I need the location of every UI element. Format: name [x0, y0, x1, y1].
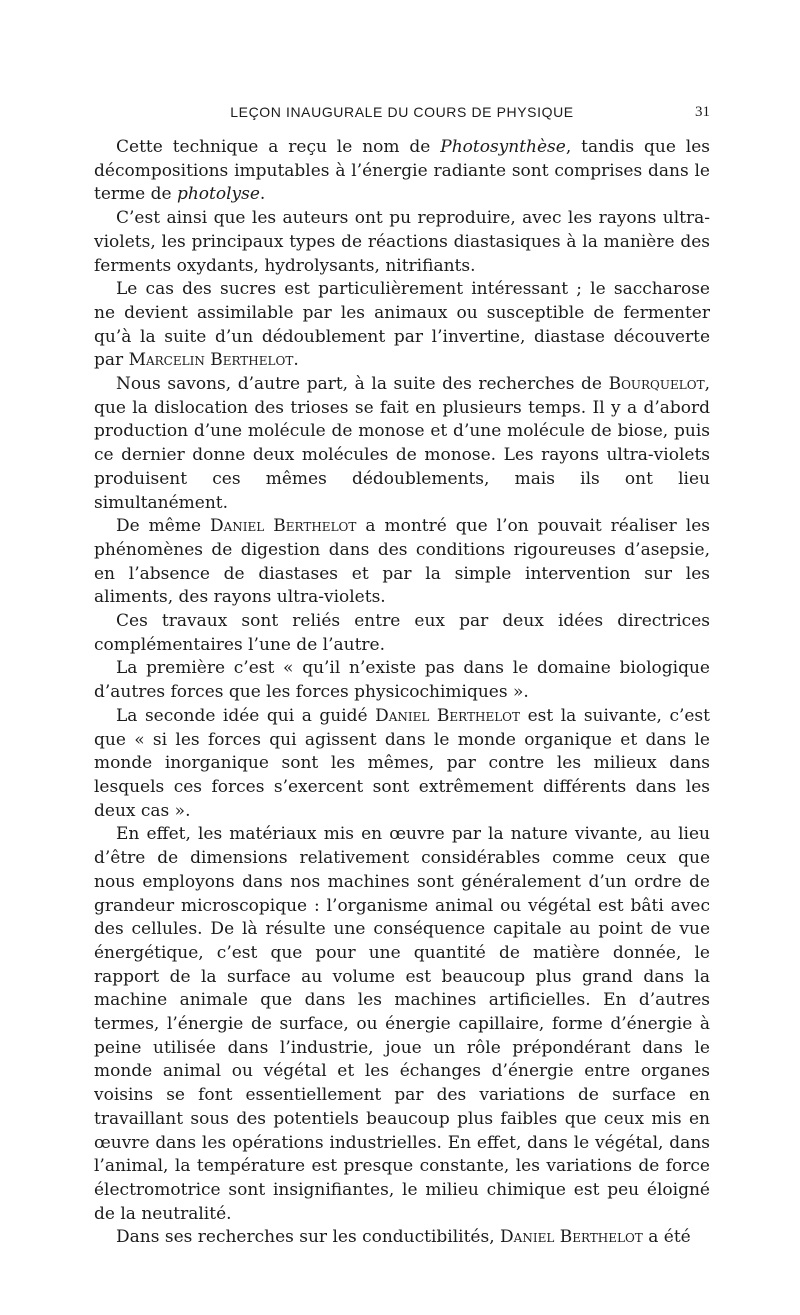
- paragraph: Ces travaux sont reliés entre eux par deux idées directrices complémentaires l’une de l’autre.: [94, 611, 710, 655]
- paragraph: C’est ainsi que les auteurs ont pu reproduire, avec les rayons ultra-violets, les principaux types de réactions diastasiques à la manière des ferments oxydants, hydrolysants, nitrifiants.: [94, 208, 710, 276]
- running-head-title: LEÇON INAUGURALE DU COURS DE PHYSIQUE: [230, 104, 574, 120]
- italic-term: Photosynthèse: [440, 137, 566, 157]
- author-name: Marcelin Berthelot: [128, 350, 294, 371]
- italic-term: photolyse: [176, 184, 260, 205]
- paragraph: Dans ses recherches sur les conductibilités, Daniel Berthelot a été: [116, 1227, 691, 1248]
- paragraph: Nous savons, d’autre part, à la suite des recherches de Bourquelot, que la dislocation des trioses se fait en plusieurs temps. Il y a d’abord production d’une molécule de monose et d’une molécule de biose, puis ce dernier donne deux molécules de monose. Les rayons ultra-violets produisent ces mêmes dédoublements, mais ils ont lieu simultanément.: [94, 374, 710, 513]
- body-text: [94, 136, 710, 1250]
- author-name: Daniel Berthelot: [210, 516, 357, 537]
- paragraph: Le cas des sucres est particulièrement intéressant ; le saccharose ne devient assimilable par les animaux ou susceptible de fermenter qu’à la suite d’un dédoublement par l’invertine, diastase découverte par Marcelin Berthelot.: [94, 279, 710, 371]
- paragraph: La première c’est « qu’il n’existe pas dans le domaine biologique d’autres forces que les forces physicochimiques ».: [94, 658, 710, 703]
- page-number: 31: [695, 104, 710, 120]
- author-name: Daniel Berthelot: [375, 705, 521, 726]
- author-name: Daniel Berthelot: [500, 1227, 643, 1248]
- running-head: [94, 100, 710, 122]
- author-name: Bourquelot: [608, 374, 705, 395]
- paragraph: En effet, les matériaux mis en œuvre par la nature vivante, au lieu d’être de dimensions relativement considérables comme ceux que nous employons dans nos machines sont généralement d’un ordre de grandeur microscopique : l’organisme animal ou végétal est bâti avec des cellules. De là résulte une conséquence capitale au point de vue énergétique, c’est que pour une quantité de matière donnée, le rapport de la surface au volume est beaucoup plus grand dans la machine animale que dans les machines artificielles. En d’autres termes, l’énergie de surface, ou énergie capillaire, forme d’énergie à peine utilisée dans l’industrie, joue un rôle prépondérant dans le monde animal ou végétal et les échanges d’énergie entre organes voisins se font essentiellement par des variations de surface en travaillant sous des potentiels beaucoup plus faibles que ceux mis en œuvre dans les opérations industrielles. En effet, dans le végétal, dans l’animal, la température est presque constante, les variations de force électromotrice sont insignifiantes, le milieu chimique est peu éloigné de la neutralité.: [94, 824, 710, 1224]
- paragraph: La seconde idée qui a guidé Daniel Berthelot est la suivante, c’est que « si les forces qui agissent dans le monde organique et dans le monde inorganique sont les mêmes, par contre les milieux dans lesquels ces forces s’exercent sont extrêmement différents dans les deux cas ».: [94, 705, 710, 821]
- paragraph: Cette technique a reçu le nom de Photosynthèse, tandis que les décompositions imputables à l’énergie radiante sont comprises dans le terme de photolyse.: [94, 137, 711, 205]
- paragraph: De même Daniel Berthelot a montré que l’on pouvait réaliser les phénomènes de digestion dans des conditions rigoureuses d’asepsie, en l’absence de diastases et par la simple intervention sur les aliments, des rayons ultra-violets.: [94, 516, 710, 608]
